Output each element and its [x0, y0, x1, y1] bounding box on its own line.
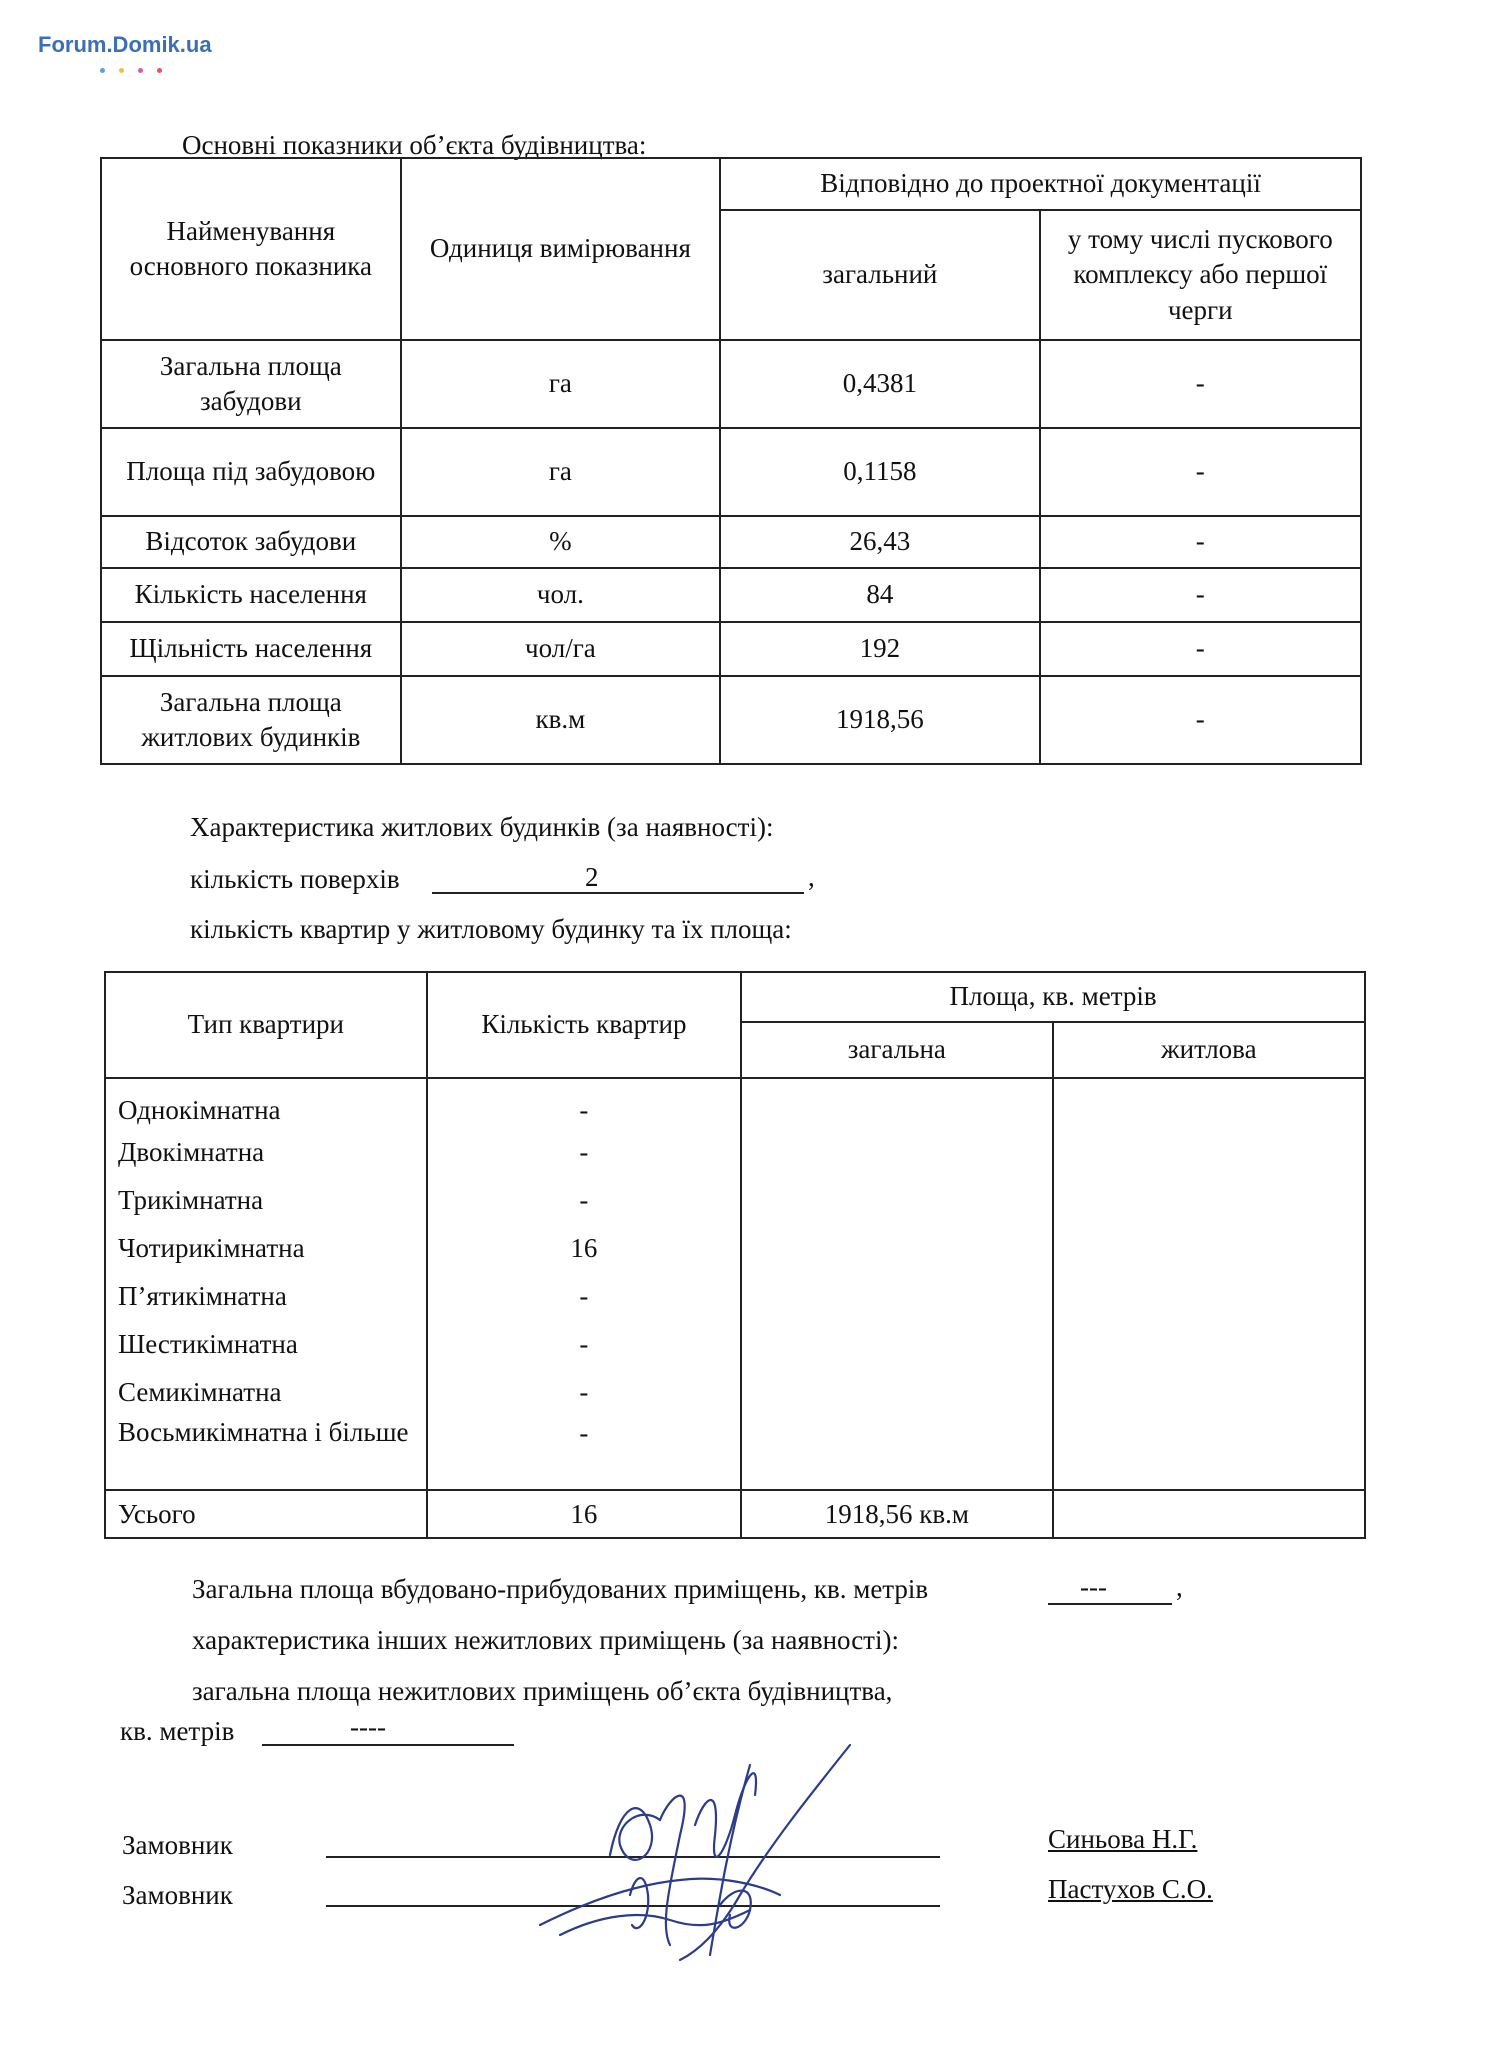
- cell-area-living: [1053, 1176, 1365, 1224]
- cell-area-total: [741, 1128, 1052, 1176]
- cell-area-total: [741, 1078, 1052, 1128]
- header-project-docs: Відповідно до проектної документації: [720, 158, 1361, 210]
- watermark-dot: [100, 68, 105, 73]
- floors-label: кількість поверхів: [190, 864, 400, 894]
- cell-unit: чол/га: [401, 622, 721, 676]
- cell-area-living: [1053, 1078, 1365, 1128]
- table-row: [105, 1078, 1365, 1128]
- cell-area-living: [1053, 1128, 1365, 1176]
- cell-area-living: [1053, 1272, 1365, 1320]
- cell-unit: чол.: [401, 568, 721, 622]
- table-row: [101, 340, 1361, 428]
- cell-count: -: [427, 1368, 741, 1416]
- table-row: [101, 568, 1361, 622]
- cell-area-total: [741, 1272, 1052, 1320]
- table-row: [105, 1272, 1365, 1320]
- header-area-living: житлова: [1053, 1022, 1365, 1078]
- table-row-total: [105, 1490, 1365, 1538]
- cell-area-total: [741, 1176, 1052, 1224]
- nonres-value: ----: [350, 1712, 386, 1742]
- header-name: Найменування основного показника: [101, 158, 401, 340]
- table-row: [105, 1320, 1365, 1368]
- cell-unit: га: [401, 428, 721, 516]
- cell-first: -: [1040, 340, 1361, 428]
- watermark-dot: [157, 68, 162, 73]
- cell-count: 16: [427, 1224, 741, 1272]
- floors-value: 2: [585, 862, 599, 892]
- table-row: [101, 622, 1361, 676]
- table-row: [105, 1368, 1365, 1416]
- apartments-table: [104, 971, 1366, 1539]
- cell-area-living: [1053, 1224, 1365, 1272]
- cell-unit: га: [401, 340, 721, 428]
- cell-name: Відсоток забудови: [101, 516, 401, 568]
- cell-area-living: [1053, 1320, 1365, 1368]
- header-area-group: Площа, кв. метрів: [741, 972, 1365, 1022]
- watermark-dot: [138, 68, 143, 73]
- signature-role-2: Замовник: [122, 1880, 233, 1910]
- handwritten-signature: [520, 1735, 880, 1965]
- cell-area-living: [1053, 1416, 1365, 1490]
- cell-total-label: Усього: [105, 1490, 427, 1538]
- cell-total-area: 1918,56 кв.м: [741, 1490, 1052, 1538]
- cell-type: Трикімнатна: [105, 1176, 427, 1224]
- nonres-units: кв. метрів: [120, 1716, 235, 1746]
- cell-first: -: [1040, 622, 1361, 676]
- cell-area-total: [741, 1320, 1052, 1368]
- nonres-area-label: загальна площа нежитлових приміщень об’єкта будівництва,: [192, 1676, 893, 1706]
- table-row: [105, 1176, 1365, 1224]
- cell-name: Загальна площа забудови: [101, 340, 401, 428]
- signature-role-1: Замовник: [122, 1830, 233, 1860]
- cell-total: 26,43: [720, 516, 1039, 568]
- cell-area-living: [1053, 1368, 1365, 1416]
- signer-name-1: Синьова Н.Г.: [1048, 1824, 1198, 1854]
- cell-total: 1918,56: [720, 676, 1039, 764]
- header-total: загальний: [720, 210, 1039, 340]
- cell-total: 192: [720, 622, 1039, 676]
- cell-area-total: [741, 1368, 1052, 1416]
- cell-name: Площа під забудовою: [101, 428, 401, 516]
- header-apartment-type: Тип квартири: [105, 972, 427, 1078]
- table-row: [101, 428, 1361, 516]
- header-first-stage: у тому числі пускового комплексу або першої черги: [1040, 210, 1361, 340]
- cell-total-count: 16: [427, 1490, 741, 1538]
- header-apartment-count: Кількість квартир: [427, 972, 741, 1078]
- table-row: [101, 676, 1361, 764]
- header-area-total: загальна: [741, 1022, 1052, 1078]
- cell-name: Загальна площа житлових будинків: [101, 676, 401, 764]
- watermark-dots: [100, 60, 176, 78]
- cell-type: Чотирикімнатна: [105, 1224, 427, 1272]
- cell-name: Кількість населення: [101, 568, 401, 622]
- floors-suffix: ,: [808, 862, 815, 892]
- cell-total: 0,4381: [720, 340, 1039, 428]
- nonres-underline: [262, 1744, 514, 1746]
- built-in-area-value: ---: [1080, 1572, 1107, 1602]
- cell-type: Семикімнатна: [105, 1368, 427, 1416]
- cell-area-total: [741, 1224, 1052, 1272]
- watermark-dot: [119, 68, 124, 73]
- cell-type: П’ятикімнатна: [105, 1272, 427, 1320]
- cell-type: Двокімнатна: [105, 1128, 427, 1176]
- built-in-suffix: ,: [1176, 1572, 1183, 1602]
- cell-count: -: [427, 1416, 741, 1490]
- table-row: [105, 1128, 1365, 1176]
- cell-type: Восьмикімнатна і більше: [105, 1416, 427, 1490]
- cell-first: -: [1040, 676, 1361, 764]
- cell-unit: %: [401, 516, 721, 568]
- cell-unit: кв.м: [401, 676, 721, 764]
- cell-area-total: [741, 1416, 1052, 1490]
- table-row: [105, 1224, 1365, 1272]
- apartments-label: кількість квартир у житловому будинку та їх площа:: [190, 914, 792, 944]
- cell-name: Щільність населення: [101, 622, 401, 676]
- cell-type: Шестикімнатна: [105, 1320, 427, 1368]
- built-in-underline: [1048, 1603, 1172, 1605]
- watermark-logo: Forum.Domik.ua: [38, 32, 212, 57]
- cell-count: -: [427, 1320, 741, 1368]
- cell-total: 0,1158: [720, 428, 1039, 516]
- cell-type: Однокімнатна: [105, 1078, 427, 1128]
- section-title: Основні показники об’єкта будівництва:: [182, 130, 647, 160]
- table-row: [105, 1416, 1365, 1490]
- header-unit: Одиниця вимірювання: [401, 158, 721, 340]
- built-in-area-label: Загальна площа вбудовано-прибудованих приміщень, кв. метрів: [192, 1574, 929, 1604]
- main-indicators-table: [100, 157, 1362, 765]
- cell-first: -: [1040, 568, 1361, 622]
- cell-first: -: [1040, 428, 1361, 516]
- housing-title: Характеристика житлових будинків (за наявності):: [190, 812, 774, 842]
- cell-total: 84: [720, 568, 1039, 622]
- cell-count: -: [427, 1272, 741, 1320]
- cell-count: -: [427, 1078, 741, 1128]
- other-nonres-label: характеристика інших нежитлових приміщень (за наявності):: [192, 1625, 899, 1655]
- cell-count: -: [427, 1176, 741, 1224]
- table-row: [101, 516, 1361, 568]
- signer-name-2: Пастухов С.О.: [1048, 1874, 1213, 1904]
- cell-total-living: [1053, 1490, 1365, 1538]
- floors-underline: [432, 892, 804, 894]
- cell-count: -: [427, 1128, 741, 1176]
- cell-first: -: [1040, 516, 1361, 568]
